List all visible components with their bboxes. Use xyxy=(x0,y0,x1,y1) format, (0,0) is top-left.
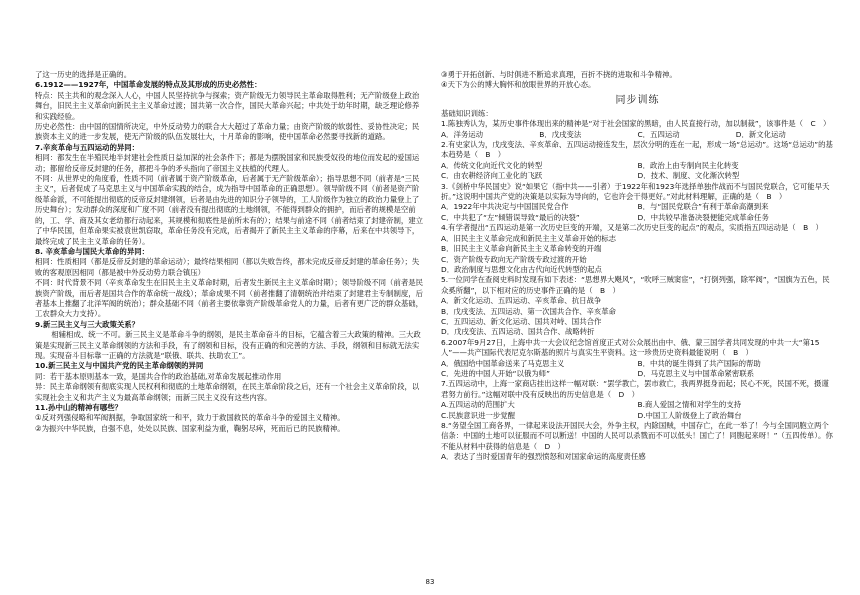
answer-options xyxy=(441,161,834,182)
answer-options xyxy=(441,202,834,223)
question xyxy=(441,223,834,275)
answer-option: A．旧民主主义革命完成和新民主主义革命开始的标志 xyxy=(441,233,617,243)
answer-option: A．洋务运动 xyxy=(441,129,484,139)
paragraph: 相辅相成、统一不可。新三民主义是革命斗争的纲领，是民主革命奋斗的目标，它蕴含着三大政策的精神。三大政策是实现新三民主义革命纲领的方法和手段，有了纲领和目标，没有正确的和完善的方法、手段，纲领和目标就无法实现。实现奋斗目标靠一正确的方法就是“联俄、联共、扶助农工”。 xyxy=(35,330,421,360)
answer-option: D.中国工人阶级登上了政治舞台 xyxy=(637,410,742,420)
left-column xyxy=(35,70,423,434)
paragraph: 相同：都发生在半殖民地半封建社会性质日益加深的社会条件下；都是为摆脱国家和民族受奴役的地位而发起的爱国运动；都留给反帝反封建的任务，都把斗争的矛头指向了帝国主义扶植的代理人。 xyxy=(35,153,420,173)
section-heading: 11.孙中山的精神有哪些？ xyxy=(35,403,122,412)
question xyxy=(441,140,834,182)
question xyxy=(441,421,834,463)
answer-option: B．戊戌变法 xyxy=(539,129,582,139)
spirit-items-continued xyxy=(441,70,834,91)
answer-option: C．资产阶级专政向无产阶级专政过渡的开始 xyxy=(441,254,587,264)
question xyxy=(441,379,834,421)
question xyxy=(441,182,834,224)
answer-option: B．政治上由专制向民主化转变 xyxy=(637,160,739,170)
answer-option: B．旧民主主义革命向新民主主义革命转变的开端 xyxy=(441,244,602,254)
answer-option: D．技术、制度、文化渐次转型 xyxy=(637,171,740,181)
paragraph: 不同：从世界史的角度看，性质不同（前者属于资产阶级革命，后者属于无产阶级革命）；指导思想不同（前者是“三民主义”，后者促成了马克思主义与中国革命实践的结合，成为指导中国革命的正确思想）。领导阶级不同（前者是资产阶级革命派，不可能提出彻底的反帝反封建纲领，后者是由先进的知识分子领导的，工人阶级作为独立的政治力量登上了历史舞台）；发动群众的深度和广度不同（前者没有提出彻底的土地纲领，不能得到群众的拥护，而后者的规模是空前的，工、学、商及其女老幼都行动起来，其规模和彻底性是前所未有的）；结果与前途不同（前者结束了封建帝制，建立了中华民国，但革命果实被袁世凯窃取，革命任务没有完成，后者揭开了新民主主义革命的序幕，后来在中共领导下，最终完成了民主主义革命的任务）。 xyxy=(35,174,424,246)
answer-option: B．戊戌变法、五四运动、第一次国共合作、辛亥革命 xyxy=(441,306,617,316)
section-heading: 9.新三民主义与三大政策关系？ xyxy=(35,319,140,329)
section-heading: 7.辛亥革命与五四运动的异同： xyxy=(35,142,140,152)
spirit-item: ④天下为公的博大胸怀和放眼世界的开放心态。 xyxy=(441,80,596,90)
question-list xyxy=(441,119,834,462)
answer-option: A．俄国给中国革命送来了马克思主义 xyxy=(441,358,565,368)
section-heading: 6.1912——1927年，中国革命发展的特点及其形成的历史必然性： xyxy=(35,80,262,90)
question-stem: 5.一位同学在查阅史料时发现有如下表述：“思想界大飓风”，“吹呼三贼窦宦”，“打倒列强，除军阀”，“国旗为五色，民众奚所翻”，以下相对应的历史事件正确的是（ B ） xyxy=(441,275,830,295)
spirit-item: ③勇于开拓创新、与时俱进不断追求真理，百折不挠的进取和斗争精神。 xyxy=(441,70,677,79)
question-stem: 3.《剑桥中华民国史》说“如果它（指中共——引者）于1922年和1923年选择单独作战而不与国民党联合，它可能早夭折。”这说明中国共产党的决策是以实际为导向的，它也许会干得更好。”对此材料理解，正确的是（ B ） xyxy=(441,181,830,202)
paragraph: 了这一历史的选择是正确的。 xyxy=(35,70,132,79)
answer-options xyxy=(441,452,834,462)
answer-options xyxy=(441,296,834,338)
answer-option: C．由农耕经济向工业化的飞跃 xyxy=(441,171,543,181)
answer-option: A.五四运动的范围扩大 xyxy=(441,400,515,410)
paragraph: 特点：民主共和的观念深入人心，中国人民坚持抗争与探索；资产阶级无力领导民主革命取得胜利；无产阶级登上政治舞台，旧民主主义革命向新民主主义革命过渡；国共第一次合作，国民大革命兴起；中共处于幼年时期，缺乏理论修养和实践经验。 xyxy=(35,90,420,121)
page-number: 83 xyxy=(425,578,435,586)
section-title: 同步训练 xyxy=(615,94,660,106)
answer-option: C.民族意识进一步觉醒 xyxy=(441,410,516,420)
question-stem: 2.有史家认为，戊戌变法、辛亥革命、五四运动接连发生，层次分明的连在一起，形成一场“总运动”。这场“总运动”的基本趋势是（ B ） xyxy=(441,140,833,160)
answer-option: A．传统文化向近代文化的转型 xyxy=(441,160,543,170)
answer-option: C．先进的中国人开始“以俄为师” xyxy=(441,368,550,378)
paragraph: 不同：时代背景不同（辛亥革命发生在旧民主主义革命时期，后者发生新民主主义革命时期）；领导阶级不同（前者是民族资产阶级，而后者是国共合作的革命统一战线）；革命成果不同（前者推翻了清朝统治并结束了封建君主专制制度，后者基本上推翻了北洋军阀的统治）；群众基础不同（前者主要依靠资产阶级革命党人的力量，后者有更广泛的群众基础，工农群众大力支持）。 xyxy=(35,278,424,319)
answer-option: C．中共犯了“左”倾错误导致“最后的决裂” xyxy=(441,212,580,222)
question xyxy=(441,275,834,337)
paragraph: 历史必然性：由中国的国情所决定，中外反动势力的联合大大超过了革命力量；由资产阶级的软弱性、妥协性决定；民族资本主义的进一步发展，使无产阶级的队伍发展壮大，十月革命的影响，使中国革命必然要寻找新的道路。 xyxy=(35,122,420,142)
answer-option: A．表达了当时爱国青年的强烈愤怒和对国家命运的高度责任感 xyxy=(441,452,646,462)
question-stem: 4.有学者提出“五四运动是第一次历史巨变的开端，又是第二次历史巨变的起点”的观点，实质指五四运动是（ B ） xyxy=(441,223,823,233)
answer-options xyxy=(441,400,834,421)
paragraph: 同：若干基本原则基本一致，是国共合作的政治基础,对革命发展起推动作用 xyxy=(35,371,282,381)
answer-option: D．政治制度与思想文化由古代向近代转型的起点 xyxy=(441,264,602,274)
paragraph: ①反对列强侵略和军阀割据，争取国家统一和平，致力于救国救民的革命斗争的爱国主义精神。 xyxy=(35,413,345,423)
answer-options xyxy=(441,234,834,276)
answer-option: D．新文化运动 xyxy=(735,129,786,139)
right-column xyxy=(441,70,834,463)
answer-option: D．中共较早准备决裂便能完成革命任务 xyxy=(637,212,769,222)
question-stem: 7.五四运动中，上海一家商店挂出这样一幅对联：“罢学教亡，罢市救亡，我两界挺身而起；民心不死，民国不死，摄谨君努力前行。”这幅对联中没有反映出的历史信息是（ D ） xyxy=(441,379,829,399)
question-stem: 1.陈独秀认为，某历史事件体现出来的精神是“对于社会国家的黑暗，由人民直接行动，加以制裁”，该事件是（ C ） xyxy=(441,119,831,129)
section-heading: 8. 辛亥革命与国民大革命的异同： xyxy=(35,246,149,256)
answer-option: A．1922年中共决定与中国国民党合作 xyxy=(441,202,569,212)
answer-option: C．五四运动 xyxy=(637,129,680,139)
answer-option: D．马克思主义与中国革命紧密联系 xyxy=(637,368,755,378)
paragraph: 相同：性质相同（都是反帝反封建的革命运动）；最终结果相同（都以失败告终，都未完成反帝反封建的革命任务）；失败的客观原因相同（都是被中外反动势力联合镇压） xyxy=(35,257,420,277)
paragraph: 异：民主革命纲领有彻底实现人民权利和彻底的土地革命纲领，在民主革命阶段之后，还有一个社会主义革命阶段，以实现社会主义和共产主义为最高革命纲领；而新三民主义没有这些内容。 xyxy=(35,382,420,402)
answer-option: A．新文化运动、五四运动、辛亥革命、抗日战争 xyxy=(441,296,602,306)
paragraph: ②为振兴中华民族，自强不息，处处以民族、国家利益为重，鞠躬尽瘁，死而后已的民族精神。 xyxy=(35,423,345,433)
answer-option: C．五四运动、新文化运动、国共对峙、国共合作 xyxy=(441,316,602,326)
question xyxy=(441,119,834,140)
subsection-label: 基础知识训练： xyxy=(441,108,493,118)
answer-option: B.商人爱国之情和对学生的支持 xyxy=(637,400,741,410)
answer-options xyxy=(441,130,834,140)
question-stem: 6.2007年9月27日，上海中共一大会议纪念馆首度正式对公众展出由中、俄、蒙三国学者共同发现的中共一大“第15人”——共产国际代表尼克尔斯基的照片与真实生平资料。这一珍贵历史资料最能说明（ B ） xyxy=(441,337,820,358)
answer-option: B．与“国民党联合”有利于革命高潮到来 xyxy=(637,202,769,212)
answer-option: B．中共的诞生得到了共产国际的帮助 xyxy=(637,358,761,368)
answer-options xyxy=(441,359,834,380)
question-stem: 8.“务望全国工商各界，一律起来设法开国民大会，外争主权，内除国贼，中国存亡，在此一举了！今与全国同胞立两个信条：中国的土地可以征服而不可以断送！中国的人民可以杀戮而不可以低头！国亡了！同胞起来呀！”（五四传单）。你不能从材料中获得的信息是（ D ） xyxy=(441,421,833,451)
answer-option: D．戊戌变法、五四运动、国共合作、战略转折 xyxy=(441,327,595,337)
section-heading: 10.新三民主义与中国共产党的民主革命纲领的异同 xyxy=(35,361,204,371)
question xyxy=(441,338,834,380)
